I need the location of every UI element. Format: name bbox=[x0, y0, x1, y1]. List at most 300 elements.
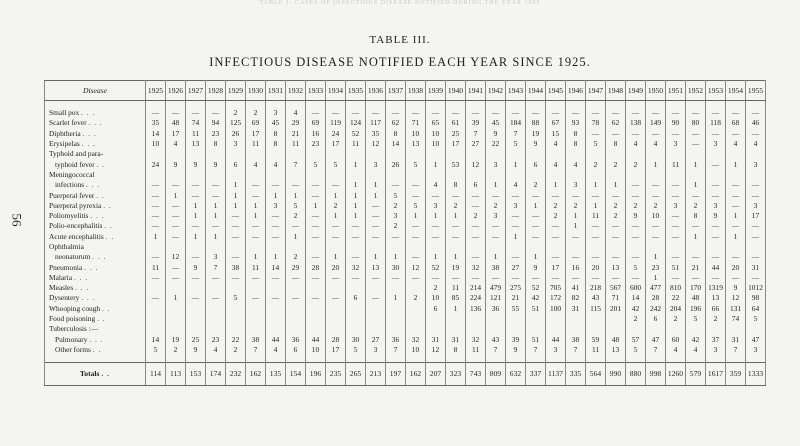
cell-value: 9 bbox=[526, 139, 546, 149]
cell-value: 2 bbox=[166, 345, 186, 355]
leader-dots: . . . bbox=[89, 334, 104, 344]
cell-value: 9 bbox=[166, 159, 186, 169]
cell-value: — bbox=[306, 273, 326, 283]
cell-value: 8 bbox=[566, 139, 586, 149]
cell-value: 1 bbox=[146, 232, 166, 242]
cell-value: 8 bbox=[446, 345, 466, 355]
cell-value: 2 bbox=[326, 201, 346, 211]
cell-value: 23 bbox=[306, 139, 326, 149]
cell-value bbox=[306, 242, 326, 252]
cell-value: — bbox=[666, 273, 686, 283]
cell-value: 1 bbox=[226, 201, 246, 211]
year-header: 1935 bbox=[346, 81, 366, 101]
year-header: 1951 bbox=[666, 81, 686, 101]
cell-value: 3 bbox=[706, 201, 726, 211]
cell-value: 7 bbox=[206, 262, 226, 272]
cell-value: 15 bbox=[546, 129, 566, 139]
cell-value: 7 bbox=[646, 345, 666, 355]
cell-value: 1 bbox=[226, 180, 246, 190]
cell-value: — bbox=[706, 108, 726, 118]
cell-value: 12 bbox=[366, 139, 386, 149]
cell-value: 4 bbox=[166, 139, 186, 149]
table-row bbox=[45, 201, 766, 211]
cell-value bbox=[426, 314, 446, 324]
cell-value: 2 bbox=[706, 314, 726, 324]
cell-value bbox=[146, 149, 166, 159]
cell-value bbox=[546, 324, 566, 334]
cell-value: — bbox=[466, 273, 486, 283]
cell-value: — bbox=[266, 211, 286, 221]
cell-value: — bbox=[186, 293, 206, 303]
table-row bbox=[45, 149, 766, 159]
year-header: 1940 bbox=[446, 81, 466, 101]
cell-value: 1 bbox=[486, 252, 506, 262]
cell-value: 51 bbox=[666, 262, 686, 272]
cell-value: 477 bbox=[646, 283, 666, 293]
cell-value: — bbox=[226, 221, 246, 231]
cell-value: 9 bbox=[206, 159, 226, 169]
cell-value: 32 bbox=[466, 262, 486, 272]
cell-value: 9 bbox=[526, 262, 546, 272]
cell-value: — bbox=[466, 221, 486, 231]
cell-value: 2 bbox=[386, 201, 406, 211]
cell-value: 17 bbox=[246, 129, 266, 139]
cell-value: — bbox=[446, 273, 466, 283]
cell-value: — bbox=[626, 273, 646, 283]
cell-value: 2 bbox=[486, 201, 506, 211]
cell-value: 94 bbox=[206, 118, 226, 128]
cell-value: — bbox=[146, 293, 166, 303]
cell-value: 201 bbox=[606, 304, 626, 314]
cell-value bbox=[386, 170, 406, 180]
disease-name: neonatorum bbox=[55, 252, 91, 262]
cell-value: 1 bbox=[506, 232, 526, 242]
cell-value: 67 bbox=[546, 118, 566, 128]
total-value: 1137 bbox=[546, 363, 566, 386]
cell-value: 2 bbox=[546, 201, 566, 211]
cell-value: 9 bbox=[626, 211, 646, 221]
total-value: 998 bbox=[646, 363, 666, 386]
cell-value bbox=[666, 242, 686, 252]
cell-value bbox=[486, 170, 506, 180]
year-header: 1949 bbox=[626, 81, 646, 101]
cell-value: — bbox=[626, 129, 646, 139]
cell-value: — bbox=[666, 221, 686, 231]
cell-value: 59 bbox=[586, 335, 606, 345]
cell-value bbox=[186, 283, 206, 293]
cell-value: 4 bbox=[426, 180, 446, 190]
cell-value: — bbox=[326, 232, 346, 242]
cell-value: 42 bbox=[526, 293, 546, 303]
cell-value: — bbox=[746, 273, 766, 283]
total-value: 990 bbox=[606, 363, 626, 386]
leader-dots: . . bbox=[101, 369, 111, 379]
disease-name: Ophthalmia bbox=[49, 242, 84, 251]
year-header: 1948 bbox=[606, 81, 626, 101]
total-value: 1333 bbox=[746, 363, 766, 386]
cell-value: 4 bbox=[546, 159, 566, 169]
cell-value: — bbox=[746, 108, 766, 118]
cell-value: 7 bbox=[526, 345, 546, 355]
cell-value: — bbox=[246, 293, 266, 303]
cell-value: 12 bbox=[166, 252, 186, 262]
cell-value: 5 bbox=[586, 139, 606, 149]
cell-value: — bbox=[726, 221, 746, 231]
cell-value: — bbox=[326, 293, 346, 303]
cell-value: 12 bbox=[426, 345, 446, 355]
cell-value bbox=[746, 242, 766, 252]
cell-value bbox=[186, 304, 206, 314]
year-header: 1939 bbox=[426, 81, 446, 101]
cell-value bbox=[346, 304, 366, 314]
table-body bbox=[45, 101, 766, 386]
cell-value: 3 bbox=[486, 159, 506, 169]
cell-value bbox=[346, 283, 366, 293]
table-row bbox=[45, 180, 766, 190]
cell-value: 1 bbox=[726, 232, 746, 242]
cell-value: 13 bbox=[606, 345, 626, 355]
cell-value: 27 bbox=[366, 335, 386, 345]
cell-value bbox=[546, 242, 566, 252]
table-row bbox=[45, 252, 766, 262]
cell-value: — bbox=[386, 232, 406, 242]
cell-value: 5 bbox=[626, 345, 646, 355]
table-row bbox=[45, 108, 766, 118]
cell-value: — bbox=[686, 139, 706, 149]
year-header: 1936 bbox=[366, 81, 386, 101]
cell-value bbox=[146, 314, 166, 324]
cell-value: — bbox=[186, 190, 206, 200]
total-value: 743 bbox=[466, 363, 486, 386]
cell-value: 12 bbox=[466, 159, 486, 169]
cell-value: — bbox=[226, 232, 246, 242]
cell-value: — bbox=[286, 273, 306, 283]
cell-value bbox=[346, 170, 366, 180]
cell-value: 38 bbox=[566, 335, 586, 345]
cell-value: 3 bbox=[386, 211, 406, 221]
cell-value bbox=[606, 242, 626, 252]
cell-value: 479 bbox=[486, 283, 506, 293]
cell-value: 42 bbox=[626, 304, 646, 314]
cell-value bbox=[706, 170, 726, 180]
cell-value: — bbox=[166, 221, 186, 231]
leader-dots: . . . bbox=[81, 293, 96, 303]
cell-value: 22 bbox=[666, 293, 686, 303]
cell-value: 9 bbox=[706, 211, 726, 221]
cell-value: — bbox=[526, 108, 546, 118]
table-row bbox=[45, 190, 766, 200]
table-row bbox=[45, 170, 766, 180]
cell-value: — bbox=[566, 190, 586, 200]
cell-value: 11 bbox=[466, 345, 486, 355]
cell-value: 2 bbox=[246, 108, 266, 118]
cell-value: — bbox=[226, 273, 246, 283]
leader-dots: . . bbox=[105, 231, 115, 241]
cell-value: — bbox=[506, 190, 526, 200]
cell-value: — bbox=[526, 221, 546, 231]
cell-value: 2 bbox=[626, 159, 646, 169]
cell-value: — bbox=[306, 180, 326, 190]
cell-value: — bbox=[406, 190, 426, 200]
cell-value: — bbox=[666, 190, 686, 200]
cell-value bbox=[246, 149, 266, 159]
cell-value: 16 bbox=[566, 262, 586, 272]
cell-value: — bbox=[526, 273, 546, 283]
leader-dots: . . bbox=[104, 221, 113, 231]
cell-value bbox=[426, 324, 446, 334]
cell-value bbox=[386, 149, 406, 159]
cell-value bbox=[206, 314, 226, 324]
cell-value bbox=[686, 170, 706, 180]
cell-value: — bbox=[606, 221, 626, 231]
cell-value: — bbox=[366, 293, 386, 303]
cell-value: 224 bbox=[466, 293, 486, 303]
cell-value: 14 bbox=[146, 335, 166, 345]
cell-value bbox=[646, 242, 666, 252]
cell-value: 19 bbox=[166, 335, 186, 345]
cell-value: — bbox=[406, 108, 426, 118]
cell-value: 3 bbox=[266, 108, 286, 118]
cell-value bbox=[266, 170, 286, 180]
cell-value bbox=[406, 149, 426, 159]
table-row bbox=[45, 129, 766, 139]
cell-value: — bbox=[386, 108, 406, 118]
cell-value: — bbox=[646, 180, 666, 190]
cell-value: — bbox=[506, 108, 526, 118]
cell-value: — bbox=[166, 232, 186, 242]
cell-value: 8 bbox=[386, 129, 406, 139]
cell-value: 1 bbox=[646, 252, 666, 262]
cell-value: — bbox=[626, 190, 646, 200]
cell-value bbox=[686, 242, 706, 252]
cell-value: — bbox=[186, 108, 206, 118]
cell-value: 1 bbox=[346, 180, 366, 190]
cell-value bbox=[506, 324, 526, 334]
year-header: 1929 bbox=[226, 81, 246, 101]
cell-value: 3 bbox=[666, 201, 686, 211]
cell-value: — bbox=[706, 232, 726, 242]
cell-value: 2 bbox=[406, 293, 426, 303]
cell-value: 5 bbox=[346, 345, 366, 355]
cell-value: 48 bbox=[166, 118, 186, 128]
cell-value: 1 bbox=[646, 159, 666, 169]
cell-value bbox=[226, 314, 246, 324]
year-header: 1933 bbox=[306, 81, 326, 101]
cell-value: — bbox=[366, 108, 386, 118]
cell-value: — bbox=[746, 221, 766, 231]
cell-value: 2 bbox=[286, 211, 306, 221]
cell-value: 16 bbox=[306, 129, 326, 139]
cell-value: — bbox=[186, 180, 206, 190]
cell-value: 2 bbox=[686, 201, 706, 211]
total-value: 809 bbox=[486, 363, 506, 386]
year-header: 1952 bbox=[686, 81, 706, 101]
cell-value: — bbox=[426, 190, 446, 200]
cell-value bbox=[166, 149, 186, 159]
cell-value bbox=[166, 242, 186, 252]
cell-value bbox=[606, 324, 626, 334]
cell-value: 4 bbox=[646, 139, 666, 149]
cell-value: 5 bbox=[506, 139, 526, 149]
table-row bbox=[45, 221, 766, 231]
cell-value: — bbox=[266, 221, 286, 231]
table-heading: INFECTIOUS DISEASE NOTIFIED EACH YEAR SINCE 1925. bbox=[209, 55, 591, 69]
total-value: 335 bbox=[566, 363, 586, 386]
cell-value: 7 bbox=[566, 345, 586, 355]
cell-value: 10 bbox=[406, 129, 426, 139]
year-header: 1928 bbox=[206, 81, 226, 101]
cell-value bbox=[706, 324, 726, 334]
total-value: 135 bbox=[266, 363, 286, 386]
total-value: 197 bbox=[386, 363, 406, 386]
cell-value: — bbox=[506, 252, 526, 262]
cell-value: 1 bbox=[346, 201, 366, 211]
disease-name: Pulmonary bbox=[55, 334, 88, 344]
cell-value: — bbox=[706, 273, 726, 283]
year-header: 1934 bbox=[326, 81, 346, 101]
cell-value: 1 bbox=[266, 190, 286, 200]
disease-name: Measles bbox=[49, 283, 74, 293]
total-value: 207 bbox=[426, 363, 446, 386]
cell-value: — bbox=[726, 201, 746, 211]
cell-value: 131 bbox=[726, 304, 746, 314]
cell-value: — bbox=[546, 221, 566, 231]
cell-value: 68 bbox=[726, 118, 746, 128]
cell-value: — bbox=[246, 232, 266, 242]
cell-value: 8 bbox=[686, 211, 706, 221]
cell-value: — bbox=[526, 232, 546, 242]
cell-value: 1 bbox=[486, 180, 506, 190]
leader-dots: . . bbox=[103, 200, 112, 210]
cell-value: 11 bbox=[446, 283, 466, 293]
cell-value bbox=[266, 304, 286, 314]
cell-value: — bbox=[166, 262, 186, 272]
cell-value: 2 bbox=[446, 201, 466, 211]
cell-value: 1319 bbox=[706, 283, 726, 293]
cell-value: 7 bbox=[506, 129, 526, 139]
cell-value: — bbox=[366, 273, 386, 283]
cell-value bbox=[326, 242, 346, 252]
cell-value: 26 bbox=[226, 129, 246, 139]
disease-name: Diphtheria bbox=[49, 128, 81, 138]
cell-value bbox=[266, 324, 286, 334]
cell-value: — bbox=[506, 273, 526, 283]
cell-value bbox=[506, 170, 526, 180]
cell-value bbox=[506, 314, 526, 324]
cell-value: — bbox=[226, 252, 246, 262]
total-value: 337 bbox=[526, 363, 546, 386]
cell-value: 32 bbox=[406, 335, 426, 345]
cell-value bbox=[226, 304, 246, 314]
cell-value: — bbox=[746, 232, 766, 242]
year-header: 1930 bbox=[246, 81, 266, 101]
cell-value: — bbox=[586, 108, 606, 118]
cell-value bbox=[446, 314, 466, 324]
cell-value bbox=[266, 283, 286, 293]
leader-dots: . . bbox=[92, 344, 102, 354]
cell-value: 275 bbox=[506, 283, 526, 293]
cell-value: — bbox=[146, 201, 166, 211]
disease-name: Erysipelas bbox=[49, 139, 80, 149]
cell-value: 21 bbox=[506, 293, 526, 303]
cell-value bbox=[226, 149, 246, 159]
cell-value: 64 bbox=[746, 304, 766, 314]
cell-value: — bbox=[426, 232, 446, 242]
cell-value: 7 bbox=[246, 345, 266, 355]
cell-value: 1 bbox=[326, 190, 346, 200]
cell-value bbox=[166, 170, 186, 180]
cell-value bbox=[166, 324, 186, 334]
table-row bbox=[45, 345, 766, 355]
cell-value bbox=[266, 242, 286, 252]
cell-value bbox=[426, 170, 446, 180]
cell-value bbox=[646, 170, 666, 180]
cell-value bbox=[386, 324, 406, 334]
cell-value: 124 bbox=[346, 118, 366, 128]
cell-value bbox=[266, 149, 286, 159]
leader-dots: . . . bbox=[73, 272, 89, 282]
page-number: 56 bbox=[9, 213, 25, 227]
cell-value: 1 bbox=[166, 190, 186, 200]
cell-value: — bbox=[166, 201, 186, 211]
cell-value: — bbox=[206, 273, 226, 283]
cell-value bbox=[246, 324, 266, 334]
cell-value: 1 bbox=[526, 201, 546, 211]
cell-value bbox=[446, 242, 466, 252]
cell-value: — bbox=[166, 211, 186, 221]
disease-name: Typhoid and para- bbox=[49, 149, 104, 159]
disease-name: Puerperal pyrexia bbox=[49, 200, 102, 210]
cell-value: — bbox=[606, 252, 626, 262]
cell-value: 7 bbox=[286, 159, 306, 169]
cell-value: 4 bbox=[746, 139, 766, 149]
cell-value: 39 bbox=[466, 118, 486, 128]
cell-value: 14 bbox=[386, 139, 406, 149]
cell-value: 7 bbox=[466, 129, 486, 139]
cell-value: 218 bbox=[586, 283, 606, 293]
cell-value: — bbox=[486, 190, 506, 200]
cell-value: 5 bbox=[306, 159, 326, 169]
cell-value bbox=[566, 314, 586, 324]
cell-value: 1 bbox=[386, 293, 406, 303]
cell-value: — bbox=[706, 129, 726, 139]
cell-value: — bbox=[686, 108, 706, 118]
total-value: 162 bbox=[406, 363, 426, 386]
cell-value bbox=[326, 324, 346, 334]
cell-value: 1 bbox=[186, 211, 206, 221]
cell-value: 1 bbox=[726, 159, 746, 169]
cell-value: 1 bbox=[206, 211, 226, 221]
cell-value: 71 bbox=[406, 118, 426, 128]
cell-value: 36 bbox=[286, 335, 306, 345]
cell-value: 44 bbox=[706, 262, 726, 272]
cell-value: — bbox=[406, 232, 426, 242]
cell-value bbox=[566, 170, 586, 180]
cell-value: — bbox=[366, 201, 386, 211]
cell-value: 2 bbox=[606, 159, 626, 169]
cell-value: 2 bbox=[626, 201, 646, 211]
cell-value: 4 bbox=[566, 159, 586, 169]
year-header: 1953 bbox=[706, 81, 726, 101]
cell-value: 5 bbox=[406, 159, 426, 169]
cell-value bbox=[546, 149, 566, 159]
year-header: 1927 bbox=[186, 81, 206, 101]
cell-value bbox=[426, 149, 446, 159]
cell-value bbox=[186, 314, 206, 324]
table-row bbox=[45, 283, 766, 293]
cell-value: — bbox=[466, 190, 486, 200]
cell-value: 28 bbox=[326, 335, 346, 345]
